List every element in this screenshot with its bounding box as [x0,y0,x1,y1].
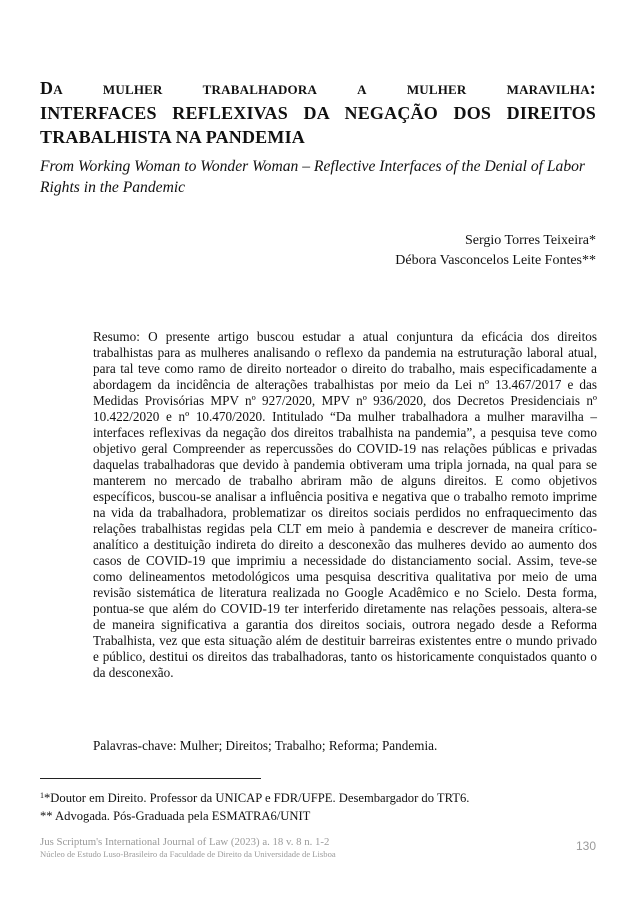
footnote-divider [40,778,261,779]
title-line-2: INTERFACES REFLEXIVAS DA NEGAÇÃO DOS DIREITOS [40,102,596,123]
title-line-1 [40,76,596,101]
paper-title [40,76,596,150]
keywords-line: Palavras-chave: Mulher; Direitos; Trabalho; Reforma; Pandemia. [93,738,438,753]
footnotes [40,787,596,825]
title-first-letter: D [40,78,54,98]
footnote-1-marker: 1 [40,791,44,800]
journal-institution: Núcleo de Estudo Luso-Brasileiro da Faculdade de Direito da Universidade de Lisboa [40,849,336,859]
title-line-3: TRABALHISTA NA PANDEMIA [40,127,305,147]
page-number: 130 [575,839,596,853]
paper-subtitle-english: From Working Woman to Wonder Woman – Reflective Interfaces of the Denial of Labor Rights in the Pandemic [40,158,586,196]
journal-footer [40,836,480,860]
footnote-1-text: *Doutor em Direito. Professor da UNICAP e FDR/UFPE. Desembargador do TRT6. [44,791,470,805]
abstract-text: Resumo: O presente artigo buscou estudar a atual conjuntura da eficácia dos direitos trabalhistas para as mulheres analisando o reflexo da pandemia na estruturação laboral atual, para tal teve como ramo de direito norteador o direito do trabalho, mais especificadamente a abordagem da incidência de alterações trabalhistas por meio da Lei nº 13.467/2017 e das Medidas Provisórias MPV nº 927/2020, MPV nº 936/2020, dos Decretos Presidenciais nº 10.422/2020 e nº 10.470/2020. Intitulado “Da mulher trabalhadora a mulher maravilha – interfaces reflexivas da negação dos direitos trabalhista na pandemia”, a pesquisa teve como objetivo geral Compreender as repercussões do COVID-19 nas relações públicas e privadas daquelas trabalhadoras que devido à pandemia obtiveram uma tripla jornada, na qual para se manterem no mercado de trabalho abriram mão de alguns direitos. E como objetivos específicos, buscou-se analisar a influência positiva e negativa que o trabalho remoto imprime na vida da trabalhadora, problematizar os direitos sociais perdidos no enfraquecimento das relações trabalhistas regidas pela CLT em meio à pandemia e descrever de maneira crítico-analítico a destituição indireta do direito a desconexão das mulheres devido ao aumento dos casos de COVID-19 que imprimiu a necessidade do distanciamento social. Assim, teve-se como delineamentos metodológicos uma pesquisa descritiva qualitativa por meio de uma revisão sistemática de literatura realizada no Google Acadêmico e no Scielo. Desta forma, pontua-se que além do COVID-19 ter interferido diretamente nas relações pessoais, altera-se de maneira significativa a garantia dos direitos sociais, outrora negado desde a Reforma Trabalhista, vez que esta situação além de destituir barreiras existentes entre o mundo privado e público, destitui os direitos das trabalhadoras, tanto os historicamente conquistados quanto o da desconexão. [93,329,597,680]
title-line-1-rest: a mulher trabalhadora a mulher maravilha: [53,78,596,98]
author-block [196,231,596,271]
author-1: Sergio Torres Teixeira* [464,233,596,248]
footnote-1 [40,787,596,808]
journal-name: Jus Scriptum's International Journal of Law (2023) a. 18 v. 8 n. 1-2 [40,836,330,848]
footnote-2: ** Advogada. Pós-Graduada pela ESMATRA6/UNIT [40,808,311,823]
author-2: Débora Vasconcelos Leite Fontes** [395,253,596,268]
